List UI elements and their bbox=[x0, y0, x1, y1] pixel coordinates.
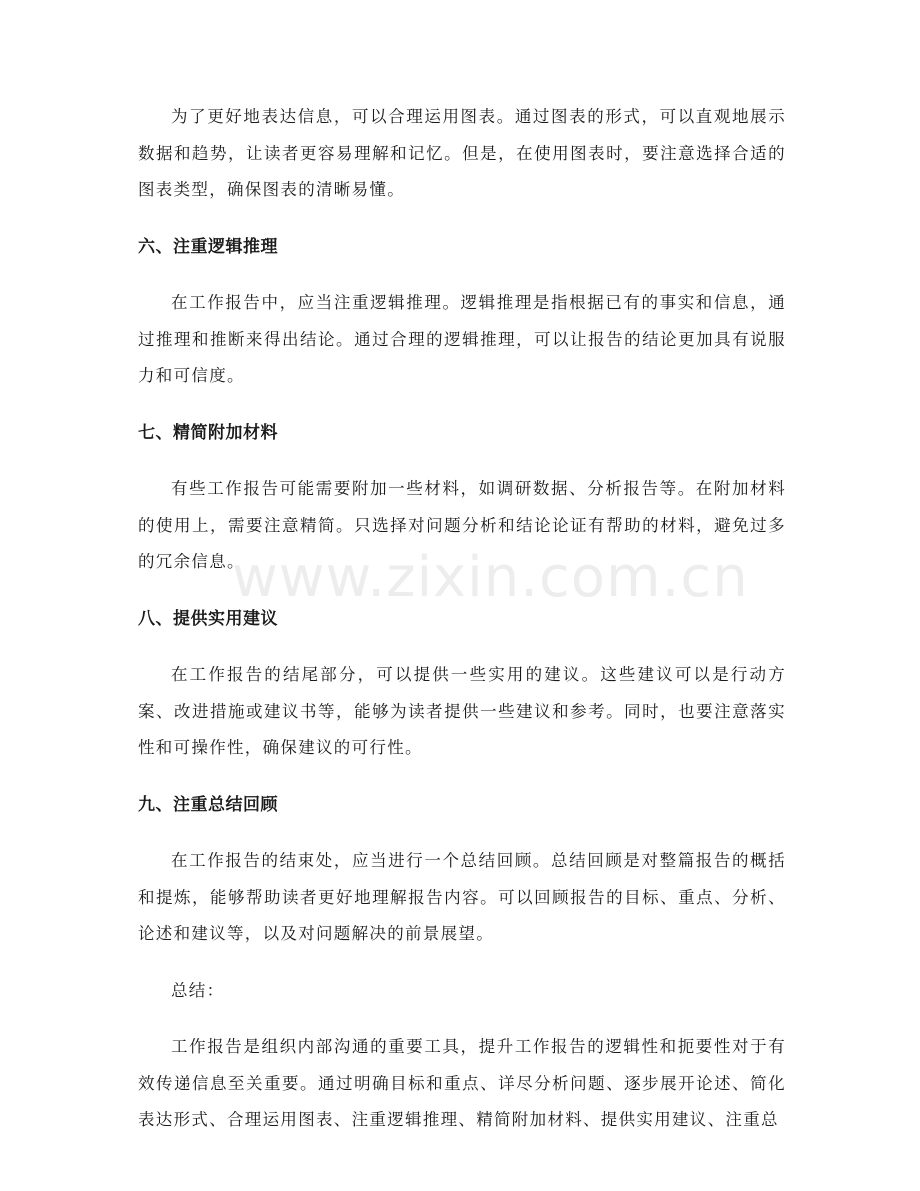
paragraph-suggestions: 在工作报告的结尾部分，可以提供一些实用的建议。这些建议可以是行动方案、改进措施或建议书等，能够为读者提供一些建议和参考。同时，也要注意落实性和可操作性，确保建议的可行性。 bbox=[138, 665, 786, 757]
paragraph-charts: 为了更好地表达信息，可以合理运用图表。通过图表的形式，可以直观地展示数据和趋势，让读者更容易理解和记忆。但是，在使用图表时，要注意选择合适的图表类型，确保图表的清晰易懂。 bbox=[138, 107, 786, 199]
paragraph-logic: 在工作报告中，应当注重逻辑推理。逻辑推理是指根据已有的事实和信息，通过推理和推断来得出结论。通过合理的逻辑推理，可以让报告的结论更加具有说服力和可信度。 bbox=[138, 293, 786, 385]
section-heading-6: 六、注重逻辑推理 bbox=[138, 236, 278, 257]
watermark: www.zixin.com.cn bbox=[232, 545, 749, 610]
section-heading-8: 八、提供实用建议 bbox=[138, 608, 278, 629]
paragraph-materials: 有些工作报告可能需要附加一些材料，如调研数据、分析报告等。在附加材料的使用上，需要注意精简。只选择对问题分析和结论论证有帮助的材料，避免过多的冗余信息。 bbox=[138, 479, 786, 571]
section-heading-7: 七、精简附加材料 bbox=[138, 422, 278, 443]
document-body bbox=[138, 99, 786, 1159]
paragraph-summary: 工作报告是组织内部沟通的重要工具，提升工作报告的逻辑性和扼要性对于有效传递信息至关重要。通过明确目标和重点、详尽分析问题、逐步展开论述、简化表达形式、合理运用图表、注重逻辑推理、精简附加材料、提供实用建议、注重总 bbox=[138, 1037, 786, 1129]
paragraph-review: 在工作报告的结束处，应当进行一个总结回顾。总结回顾是对整篇报告的概括和提炼，能够帮助读者更好地理解报告内容。可以回顾报告的目标、重点、分析、论述和建议等，以及对问题解决的前景展望。 bbox=[138, 851, 786, 943]
summary-label: 总结： bbox=[171, 980, 225, 1000]
section-heading-9: 九、注重总结回顾 bbox=[138, 794, 278, 815]
